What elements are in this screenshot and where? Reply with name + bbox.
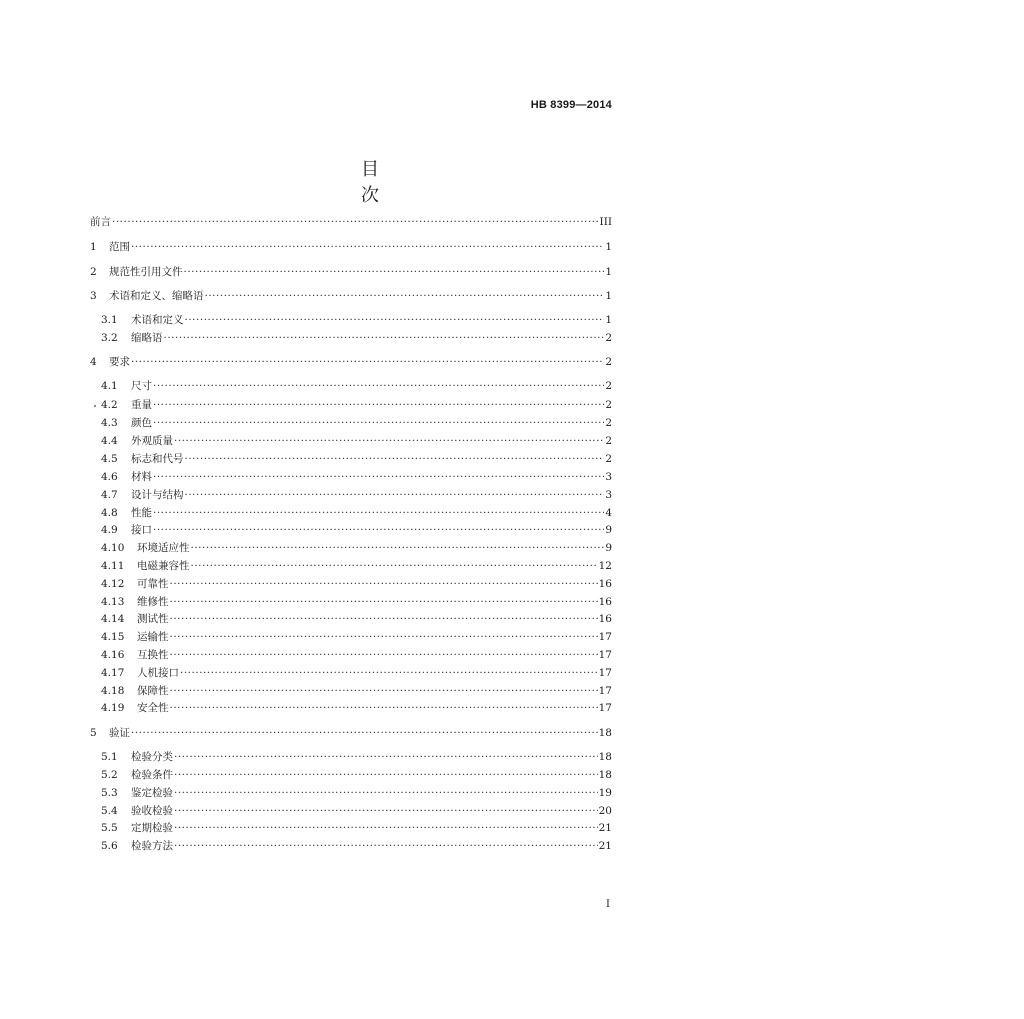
toc-entry-title: 要求 xyxy=(109,356,130,368)
toc-entry-number: 5.4 xyxy=(101,805,118,817)
toc-entry-page: 21 xyxy=(598,822,612,834)
toc-entry-number: 4.14 xyxy=(101,613,125,625)
toc-entry-number: 5.5 xyxy=(101,822,118,834)
toc-entry-title: 维修性 xyxy=(137,596,169,608)
toc-entry-number: 4.17 xyxy=(101,667,125,679)
dot-leader xyxy=(153,506,604,520)
page-number: I xyxy=(606,899,610,910)
dot-leader xyxy=(185,452,605,466)
dot-leader xyxy=(153,416,604,430)
dot-leader xyxy=(131,355,604,369)
toc-entry-page: 3 xyxy=(605,489,612,501)
dot-leader xyxy=(184,265,605,279)
toc-entry-number: 4.9 xyxy=(101,524,118,536)
toc-entry[interactable] xyxy=(101,821,612,835)
dot-leader xyxy=(131,240,604,254)
dot-leader xyxy=(185,313,605,327)
toc-entry-page: 17 xyxy=(598,685,612,697)
toc-entry-title: 尺寸 xyxy=(131,380,152,392)
toc-entry-number: 1 xyxy=(90,241,97,253)
toc-entry-title: 术语和定义、缩略语 xyxy=(109,290,204,302)
toc-entry-title: 定期检验 xyxy=(131,822,173,834)
dot-leader xyxy=(205,289,605,303)
toc-entry[interactable] xyxy=(101,786,612,800)
toc-entry-number: 4 xyxy=(90,356,97,368)
toc-entry-title: 互换性 xyxy=(137,649,169,661)
dot-leader xyxy=(153,523,604,537)
toc-entry-title: 鉴定检验 xyxy=(131,787,173,799)
toc-entry-title: 验证 xyxy=(109,727,130,739)
toc-entry-page: 2 xyxy=(605,332,612,344)
toc-entry-page: 3 xyxy=(605,471,612,483)
toc-entry-page: 2 xyxy=(605,399,612,411)
toc-entry-number: 3.2 xyxy=(101,332,118,344)
toc-entry-number: 4.11 xyxy=(101,560,125,572)
dot-leader xyxy=(170,648,598,662)
toc-entry-title: 保障性 xyxy=(137,685,169,697)
toc-entry-page: 2 xyxy=(605,453,612,465)
toc-entry[interactable] xyxy=(101,804,612,818)
toc-entry[interactable] xyxy=(101,313,612,327)
toc-entry[interactable] xyxy=(90,289,612,303)
toc-entry-title: 运输性 xyxy=(137,631,169,643)
toc-entry-page: 17 xyxy=(598,702,612,714)
toc-entry-number: 5.1 xyxy=(101,751,118,763)
toc-entry-number: 4.7 xyxy=(101,489,118,501)
toc-entry-number: 4.4 xyxy=(101,435,118,447)
dot-leader xyxy=(170,595,598,609)
toc-entry-title: 电磁兼容性 xyxy=(137,560,190,572)
toc-entry-number: 4.1 xyxy=(101,380,118,392)
toc-entry-number: 4.5 xyxy=(101,453,118,465)
toc-entry-title: 前言 xyxy=(90,216,111,228)
toc-entry-number: 3 xyxy=(90,290,97,302)
toc-entry-number: 5.6 xyxy=(101,840,118,852)
toc-entry-page: 1 xyxy=(605,290,612,302)
toc-entry-page: 1 xyxy=(605,314,612,326)
dot-leader xyxy=(170,612,598,626)
toc-entry[interactable] xyxy=(101,398,612,412)
toc-entry[interactable] xyxy=(101,559,612,573)
toc-entry-title: 范围 xyxy=(109,241,130,253)
toc-entry-page: 18 xyxy=(598,751,612,763)
toc-entry[interactable] xyxy=(101,452,612,466)
toc-entry[interactable] xyxy=(101,523,612,537)
toc-entry-number: 4.15 xyxy=(101,631,125,643)
scan-speck xyxy=(94,405,96,407)
toc-entry-page: 19 xyxy=(598,787,612,799)
toc-entry-title: 人机接口 xyxy=(137,667,179,679)
toc-entry-page: 2 xyxy=(605,356,612,368)
toc-entry-title: 验收检验 xyxy=(131,805,173,817)
dot-leader xyxy=(174,839,598,853)
toc-entry-number: 5 xyxy=(90,727,97,739)
toc-entry[interactable] xyxy=(101,839,612,853)
toc-entry-title: 材料 xyxy=(131,471,152,483)
toc-entry-title: 性能 xyxy=(131,507,152,519)
dot-leader xyxy=(174,804,598,818)
toc-entry-title: 标志和代号 xyxy=(131,453,184,465)
toc-entry-number: 4.10 xyxy=(101,542,125,554)
toc-entry-page: 1 xyxy=(605,241,612,253)
toc-entry[interactable] xyxy=(101,684,612,698)
toc-entry-number: 4.2 xyxy=(101,399,118,411)
toc-entry-number: 4.16 xyxy=(101,649,125,661)
toc-entry-number: 5.2 xyxy=(101,769,118,781)
toc-entry-page: 17 xyxy=(598,631,612,643)
toc-entry-title: 缩略语 xyxy=(131,332,163,344)
toc-entry-title: 检验方法 xyxy=(131,840,173,852)
toc-entry[interactable] xyxy=(101,750,612,764)
toc-entry-title: 术语和定义 xyxy=(131,314,184,326)
dot-leader xyxy=(191,559,598,573)
toc-entry[interactable] xyxy=(101,506,612,520)
toc-entry[interactable] xyxy=(101,379,612,393)
toc-entry[interactable] xyxy=(90,240,612,254)
toc-entry[interactable] xyxy=(101,541,612,555)
toc-entry[interactable] xyxy=(90,265,612,279)
toc-entry[interactable] xyxy=(90,355,612,369)
toc-entry-title: 测试性 xyxy=(137,613,169,625)
dot-leader xyxy=(131,726,598,740)
dot-leader xyxy=(170,684,598,698)
toc-entry[interactable] xyxy=(101,612,612,626)
toc-entry-page: 2 xyxy=(605,435,612,447)
toc-entry-number: 4.19 xyxy=(101,702,125,714)
toc-entry-title: 检验分类 xyxy=(131,751,173,763)
toc-entry-number: 4.3 xyxy=(101,417,118,429)
toc-entry-number: 4.6 xyxy=(101,471,118,483)
toc-entry[interactable] xyxy=(101,434,612,448)
toc-entry-page: 18 xyxy=(598,769,612,781)
dot-leader xyxy=(164,331,605,345)
toc-entry[interactable] xyxy=(101,416,612,430)
toc-entry-page: 18 xyxy=(598,727,612,739)
toc-entry-page: 17 xyxy=(598,667,612,679)
dot-leader xyxy=(174,786,598,800)
toc-entry[interactable] xyxy=(101,488,612,502)
toc-entry-number: 4.13 xyxy=(101,596,125,608)
toc-entry-number: 2 xyxy=(90,266,97,278)
toc-entry-title: 规范性引用文件 xyxy=(109,266,183,278)
toc-entry[interactable] xyxy=(101,577,612,591)
toc-entry-page: 9 xyxy=(605,524,612,536)
toc-entry[interactable] xyxy=(101,595,612,609)
dot-leader xyxy=(170,577,598,591)
toc-entry[interactable] xyxy=(90,215,612,229)
toc-entry-page: 16 xyxy=(598,613,612,625)
toc-entry-page: 4 xyxy=(605,507,612,519)
toc-entry-page: 17 xyxy=(598,649,612,661)
dot-leader xyxy=(153,379,604,393)
toc-entry-title: 外观质量 xyxy=(131,435,173,447)
toc-entry-page: 2 xyxy=(605,380,612,392)
toc-entry[interactable] xyxy=(101,470,612,484)
toc-entry-number: 3.1 xyxy=(101,314,118,326)
toc-entry-title: 安全性 xyxy=(137,702,169,714)
page-title: 目 次 xyxy=(361,159,409,206)
dot-leader xyxy=(112,215,599,229)
dot-leader xyxy=(174,821,598,835)
dot-leader xyxy=(153,470,604,484)
dot-leader xyxy=(170,630,598,644)
toc-entry-page: 21 xyxy=(598,840,612,852)
toc-entry-page: 2 xyxy=(605,417,612,429)
dot-leader xyxy=(174,768,598,782)
toc-entry-page: 9 xyxy=(605,542,612,554)
toc-entry[interactable] xyxy=(101,701,612,715)
dot-leader xyxy=(153,398,604,412)
toc-entry-page: 1 xyxy=(605,266,612,278)
toc-entry[interactable] xyxy=(101,630,612,644)
dot-leader xyxy=(180,666,598,680)
toc-entry-title: 环境适应性 xyxy=(137,542,190,554)
toc-entry-title: 重量 xyxy=(131,399,152,411)
toc-entry-page: 16 xyxy=(598,596,612,608)
dot-leader xyxy=(174,750,598,764)
toc-entry-page: 16 xyxy=(598,578,612,590)
toc-entry-title: 可靠性 xyxy=(137,578,169,590)
toc-entry[interactable] xyxy=(90,726,612,740)
dot-leader xyxy=(185,488,605,502)
toc-entry[interactable] xyxy=(101,331,612,345)
toc-entry-title: 接口 xyxy=(131,524,152,536)
dot-leader xyxy=(170,701,598,715)
toc-entry[interactable] xyxy=(101,648,612,662)
dot-leader xyxy=(174,434,604,448)
toc-entry-page: III xyxy=(599,216,612,228)
toc-entry-number: 4.8 xyxy=(101,507,118,519)
toc-entry-number: 4.18 xyxy=(101,685,125,697)
toc-entry-page: 12 xyxy=(598,560,612,572)
toc-entry-number: 5.3 xyxy=(101,787,118,799)
toc-entry-title: 检验条件 xyxy=(131,769,173,781)
toc-entry-number: 4.12 xyxy=(101,578,125,590)
toc-entry[interactable] xyxy=(101,666,612,680)
toc-entry[interactable] xyxy=(101,768,612,782)
toc-entry-title: 颜色 xyxy=(131,417,152,429)
toc-entry-page: 20 xyxy=(598,805,612,817)
toc-entry-title: 设计与结构 xyxy=(131,489,184,501)
standard-number: HB 8399—2014 xyxy=(530,99,612,111)
dot-leader xyxy=(191,541,605,555)
